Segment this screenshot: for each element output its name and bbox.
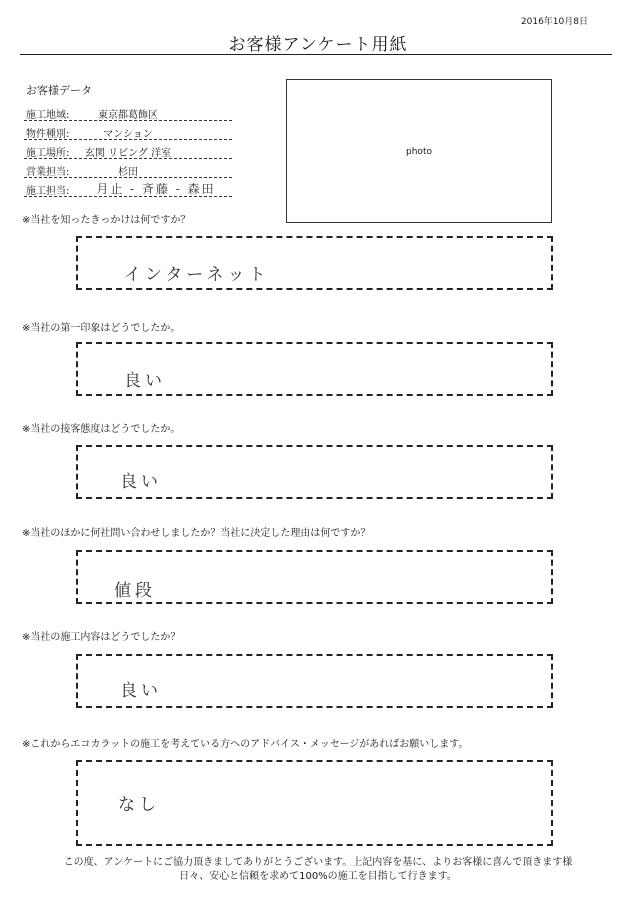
- answer-box: [76, 236, 553, 290]
- info-row-construction-staff: [24, 180, 232, 197]
- info-label: 物件種別:: [26, 129, 70, 140]
- document-date: 2016年10月8日: [520, 17, 588, 27]
- answer-box: [76, 654, 553, 708]
- question-text: ※当社のほかに何社問い合わせしましたか？当社に決定した理由は何ですか？: [22, 528, 371, 539]
- answer-box: [76, 342, 553, 396]
- info-row-area: [24, 104, 232, 121]
- answer-text: 良い: [120, 472, 162, 492]
- info-row-property-type: [24, 123, 232, 140]
- answer-text: なし: [118, 795, 160, 815]
- info-label: 営業担当:: [26, 167, 70, 178]
- question-text: ※当社を知ったきっかけは何ですか？: [22, 215, 191, 226]
- question-text: ※これからエコカラットの施工を考えている方へのアドバイス・メッセージがあればお願いします。: [22, 739, 469, 750]
- photo-label: photo: [406, 147, 432, 157]
- question-text: ※当社の施工内容はどうでしたか？: [22, 632, 181, 643]
- info-row-sales-staff: [24, 161, 232, 178]
- answer-text: 良い: [120, 681, 162, 701]
- customer-data-heading: お客様データ: [26, 84, 92, 97]
- answer-box: [76, 760, 553, 846]
- question-text: ※当社の接客態度はどうでしたか。: [22, 424, 181, 435]
- info-value: マンション: [103, 129, 153, 140]
- answer-box: [76, 445, 553, 499]
- info-value: 玄関 リビング 洋室: [84, 148, 172, 159]
- info-label: 施工場所:: [26, 148, 70, 159]
- answer-box: [76, 550, 553, 604]
- footer-message-line1: この度、アンケートにご協力頂きましてありがとうございます。上記内容を基に、よりお客様に喜んで頂きます様: [63, 857, 573, 868]
- info-label: 施工地域:: [26, 110, 70, 121]
- document-title: お客様アンケート用紙: [228, 35, 408, 55]
- footer-message-line2: 日々、安心と信頼を求めて100%の施工を目指して行きます。: [179, 871, 457, 882]
- title-divider: [20, 54, 612, 55]
- answer-text: 良い: [124, 371, 166, 391]
- photo-placeholder: [286, 79, 552, 223]
- info-value-handwritten: 月止 - 斉藤 - 森田: [96, 182, 216, 196]
- info-label: 施工担当:: [26, 186, 70, 197]
- info-value: 杉田: [118, 167, 138, 178]
- answer-text: 値段: [114, 581, 156, 601]
- info-value: 東京都葛飾区: [98, 110, 158, 121]
- info-row-location: [24, 142, 232, 159]
- answer-text: インターネット: [124, 265, 270, 285]
- question-text: ※当社の第一印象はどうでしたか。: [22, 323, 181, 334]
